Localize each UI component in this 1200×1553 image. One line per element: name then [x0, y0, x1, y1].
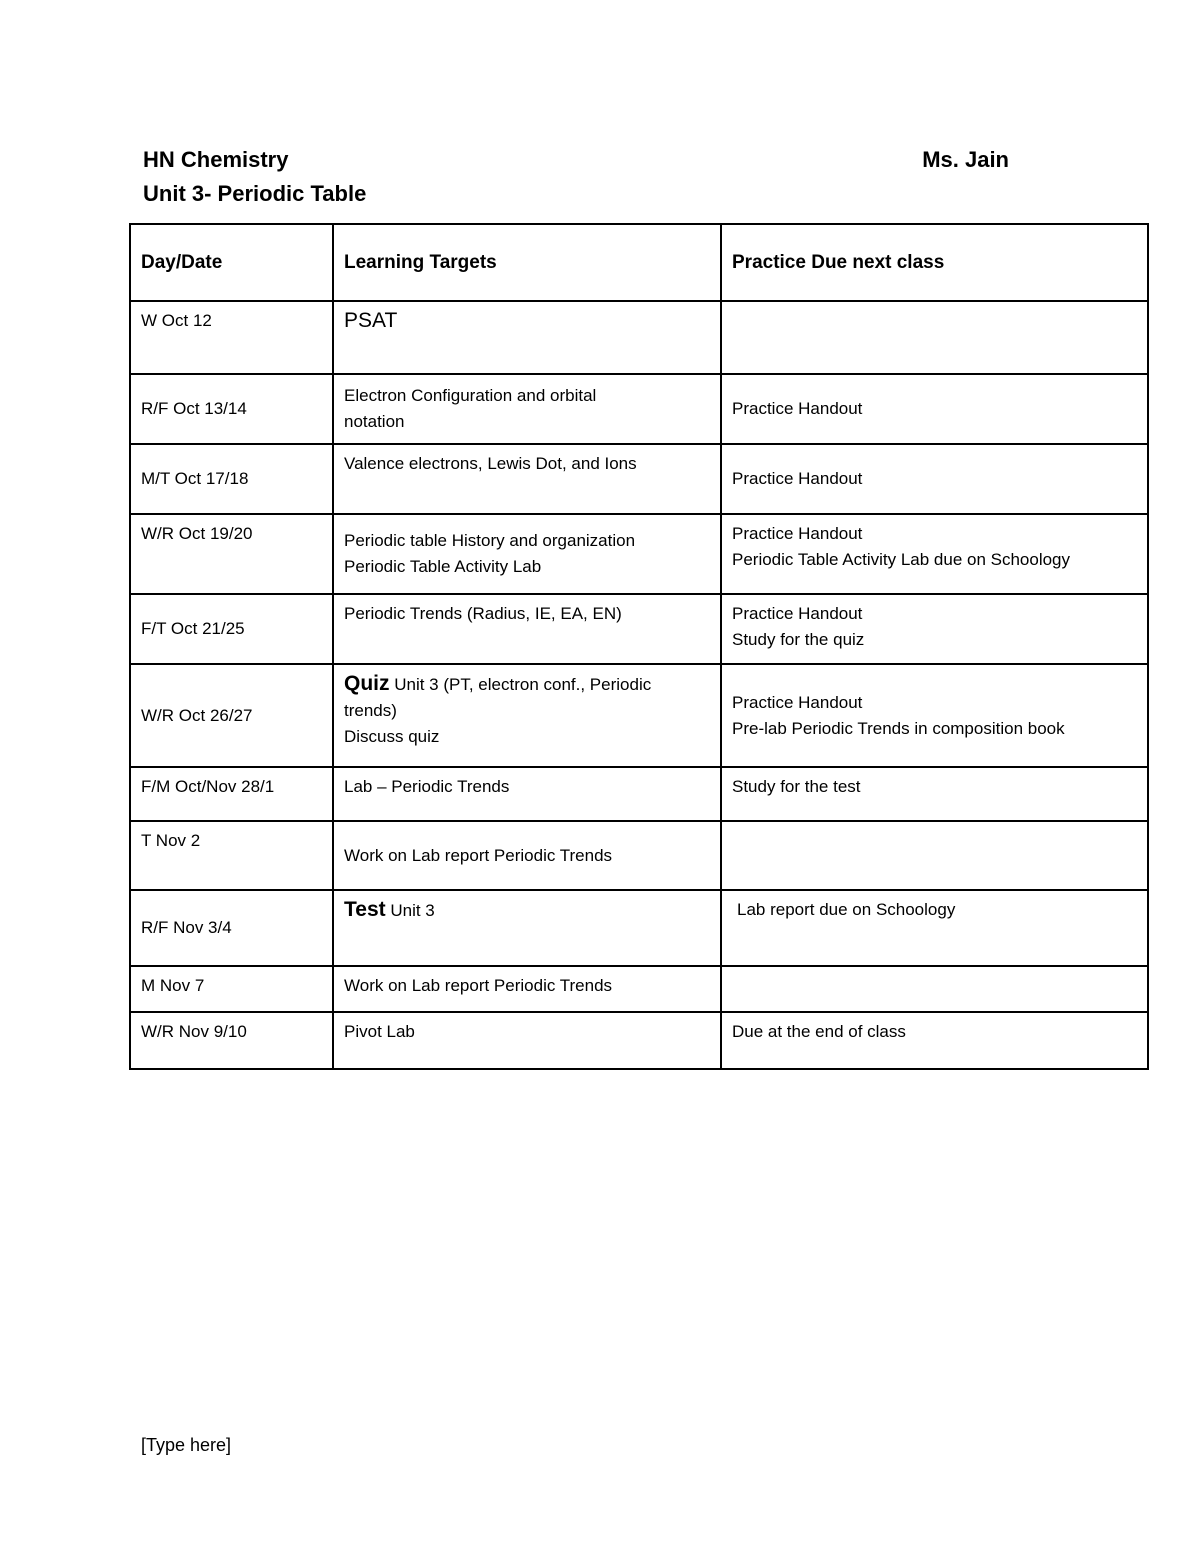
targets-cell	[333, 821, 721, 890]
practice-line: Practice Handout	[732, 399, 863, 418]
practice-line: Pre-lab Periodic Trends in composition book	[732, 718, 1065, 738]
targets-cell	[333, 966, 721, 1012]
day-cell: M/T Oct 17/18	[130, 444, 333, 514]
table-row	[130, 444, 1148, 514]
target-line: Periodic Trends (Radius, IE, EA, EN)	[344, 604, 622, 623]
practice-cell	[721, 444, 1148, 514]
footer-placeholder[interactable]: [Type here]	[141, 1435, 232, 1455]
target-line: Periodic Table Activity Lab	[344, 557, 542, 576]
targets-cell	[333, 890, 721, 966]
practice-cell	[721, 966, 1148, 1012]
table-header-row	[130, 224, 1148, 301]
target-line: Pivot Lab	[344, 1022, 415, 1041]
target-text: Unit 3	[385, 901, 435, 920]
targets-cell	[333, 444, 721, 514]
practice-cell	[721, 767, 1148, 821]
target-line: PSAT	[344, 309, 398, 332]
targets-cell	[333, 301, 721, 374]
targets-cell	[333, 514, 721, 594]
test-keyword: Test	[344, 898, 386, 921]
practice-line: Practice Handout	[732, 469, 863, 488]
practice-line: Study for the test	[732, 777, 861, 796]
day-cell: R/F Oct 13/14	[130, 374, 333, 444]
table-row	[130, 664, 1148, 767]
target-line	[344, 671, 710, 698]
quiz-keyword: Quiz	[344, 672, 390, 695]
day-cell: W/R Oct 26/27	[130, 664, 333, 767]
day-cell: W Oct 12	[130, 301, 333, 374]
target-line: Work on Lab report Periodic Trends	[344, 845, 613, 865]
practice-cell	[721, 890, 1148, 966]
table-row	[130, 767, 1148, 821]
practice-line: Practice Handout	[732, 524, 863, 543]
target-line: Valence electrons, Lewis Dot, and Ions	[344, 454, 637, 473]
target-line: notation	[344, 412, 405, 431]
practice-line: Periodic Table Activity Lab due on Schoology	[732, 550, 1071, 569]
table-row	[130, 966, 1148, 1012]
header-line-2	[143, 177, 1013, 211]
target-text: Unit 3 (PT, electron conf., Periodic	[389, 675, 652, 694]
target-line: trends)	[344, 701, 397, 720]
column-header-practice: Practice Due next class	[721, 224, 1148, 301]
day-cell: F/M Oct/Nov 28/1	[130, 767, 333, 821]
table-row	[130, 594, 1148, 664]
practice-cell	[721, 594, 1148, 664]
targets-cell	[333, 374, 721, 444]
target-line	[344, 897, 710, 924]
day-cell: W/R Nov 9/10	[130, 1012, 333, 1069]
day-cell: R/F Nov 3/4	[130, 890, 333, 966]
day-cell: F/T Oct 21/25	[130, 594, 333, 664]
day-cell: T Nov 2	[130, 821, 333, 890]
day-cell: W/R Oct 19/20	[130, 514, 333, 594]
target-line: Discuss quiz	[344, 727, 440, 746]
table-row	[130, 374, 1148, 444]
targets-cell	[333, 594, 721, 664]
table-row	[130, 514, 1148, 594]
course-title: HN Chemistry	[143, 147, 289, 172]
header-line-1	[143, 143, 1013, 177]
unit-title: Unit 3- Periodic Table	[143, 181, 367, 206]
targets-cell	[333, 1012, 721, 1069]
practice-cell	[721, 374, 1148, 444]
column-header-targets: Learning Targets	[333, 224, 721, 301]
teacher-name: Ms. Jain	[922, 147, 1009, 172]
table-row	[130, 890, 1148, 966]
table-row	[130, 821, 1148, 890]
practice-cell	[721, 1012, 1148, 1069]
practice-cell	[721, 301, 1148, 374]
practice-line: Study for the quiz	[732, 630, 865, 649]
practice-line: Due at the end of class	[732, 1022, 906, 1041]
table-row	[130, 1012, 1148, 1069]
targets-cell	[333, 767, 721, 821]
practice-cell	[721, 514, 1148, 594]
practice-line: Practice Handout	[732, 692, 863, 712]
schedule-table	[129, 223, 1149, 1070]
page-header	[143, 143, 1013, 211]
target-line: Periodic table History and organization	[344, 531, 636, 550]
practice-line: Practice Handout	[732, 604, 863, 623]
target-line: Work on Lab report Periodic Trends	[344, 976, 613, 995]
table-row	[130, 301, 1148, 374]
practice-cell	[721, 821, 1148, 890]
day-cell: M Nov 7	[130, 966, 333, 1012]
target-line: Lab – Periodic Trends	[344, 777, 510, 796]
targets-cell	[333, 664, 721, 767]
column-header-day: Day/Date	[130, 224, 333, 301]
practice-cell	[721, 664, 1148, 767]
target-line: Electron Configuration and orbital	[344, 386, 597, 405]
practice-line: Lab report due on Schoology	[737, 900, 956, 919]
